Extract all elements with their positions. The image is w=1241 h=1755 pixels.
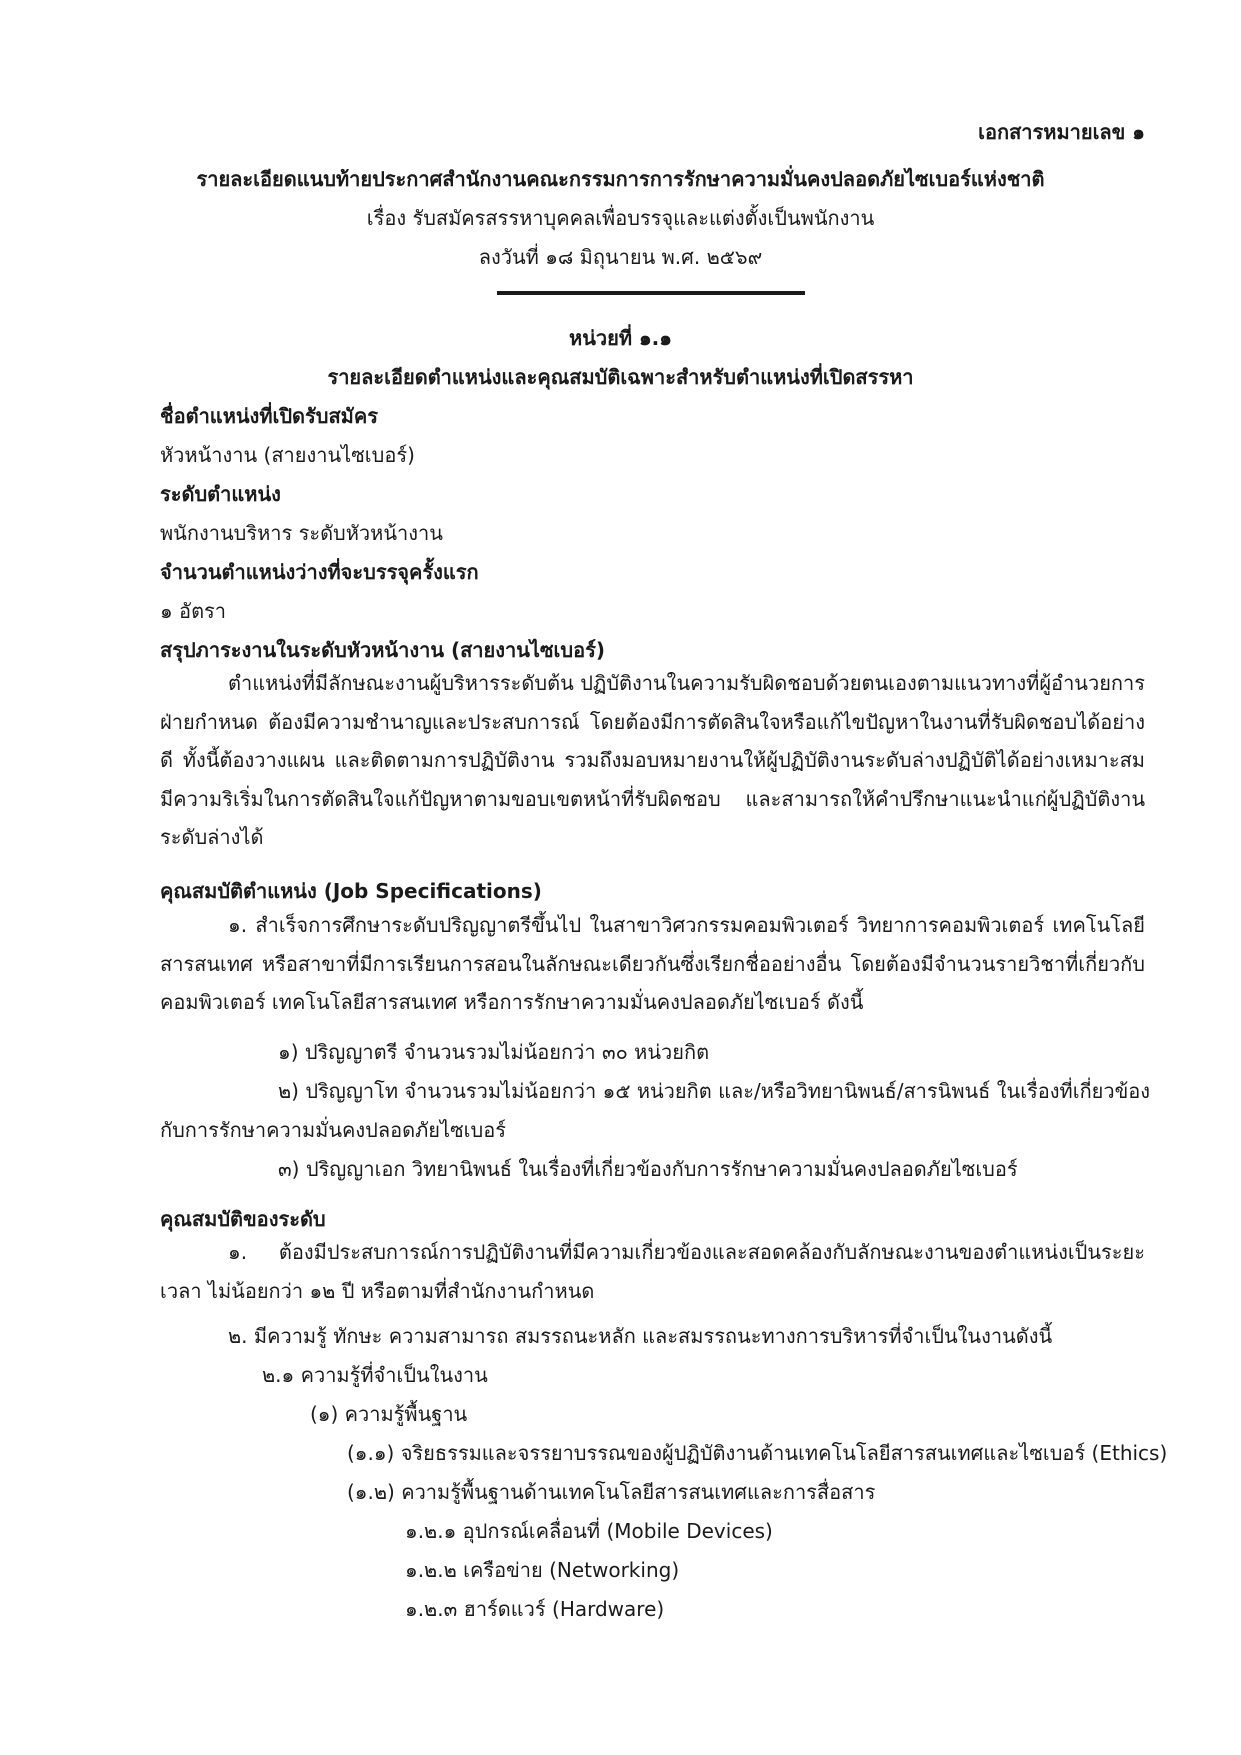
level-spec-item-1-paragraph: [160, 1233, 1145, 1310]
workload-summary-heading: สรุปภาระงานในระดับหัวหน้างาน (สายงานไซเบอร์): [160, 638, 605, 662]
basic-knowledge-1: (๑.๑) จริยธรรมและจรรยาบรรณของผู้ปฏิบัติงานด้านเทคโนโลยีสารสนเทศและไซเบอร์ (Ethics): [347, 1441, 1168, 1465]
workload-summary-text: ตำแหน่งที่มีลักษณะงานผู้บริหารระดับต้น ปฏิบัติงานในความรับผิดชอบด้วยตนเองตามแนวทางที่ผู้อำนวยการฝ่ายกำหนด ต้องมีความชำนาญและประสบการณ์ โดยต้องมีการตัดสินใจหรือแก้ไขปัญหาในงานที่รับผิดชอบได้อย่างดี ทั้งนี้ต้องวางแผน และติดตามการปฏิบัติงาน รวมถึงมอบหมายงานให้ผู้ปฏิบัติงานระดับล่างปฏิบัติได้อย่างเหมาะสม มีความริเริ่มในการตัดสินใจแก้ปัญหาตามขอบเขตหน้าที่รับผิดชอบ และสามารถให้คำปรึกษาแนะนำแก่ผู้ปฏิบัติงานระดับล่างได้: [160, 671, 1145, 849]
level-spec-heading: คุณสมบัติของระดับ: [160, 1207, 326, 1231]
job-spec-sub-3: ๓) ปริญญาเอก วิทยานิพนธ์ ในเรื่องที่เกี่ยวข้องกับการรักษาความมั่นคงปลอดภัยไซเบอร์: [278, 1157, 1018, 1181]
job-spec-sub-2: ๒) ปริญญาโท จำนวนรวมไม่น้อยกว่า ๑๕ หน่วยกิต และ/หรือวิทยานิพนธ์/สารนิพนธ์ ในเรื่องที่เกี่ยวข้อง: [278, 1079, 1151, 1103]
document-subject: เรื่อง รับสมัครสรรหาบุคคลเพื่อบรรจุและแต่งตั้งเป็นพนักงาน: [366, 206, 875, 230]
job-spec-sub-2-cont: กับการรักษาความมั่นคงปลอดภัยไซเบอร์: [160, 1118, 506, 1142]
basic-knowledge-2-2: ๑.๒.๒ เครือข่าย (Networking): [405, 1558, 680, 1582]
vacancy-heading: จำนวนตำแหน่งว่างที่จะบรรจุครั้งแรก: [160, 560, 479, 584]
level-spec-item-2-1: ๒.๑ ความรู้ที่จำเป็นในงาน: [262, 1363, 488, 1387]
basic-knowledge-2-1: ๑.๒.๑ อุปกรณ์เคลื่อนที่ (Mobile Devices): [405, 1519, 773, 1543]
position-name-heading: ชื่อตำแหน่งที่เปิดรับสมัคร: [160, 404, 378, 428]
document-date: ลงวันที่ ๑๘ มิถุนายน พ.ศ. ๒๕๖๙: [478, 245, 763, 269]
basic-knowledge: (๑) ความรู้พื้นฐาน: [310, 1402, 468, 1426]
basic-knowledge-2-3: ๑.๒.๓ ฮาร์ดแวร์ (Hardware): [405, 1597, 665, 1621]
workload-summary-paragraph: [160, 664, 1145, 857]
document-number: เอกสารหมายเลข ๑: [978, 120, 1145, 144]
level-spec-item-1: ๑. ต้องมีประสบการณ์การปฏิบัติงานที่มีความเกี่ยวข้องและสอดคล้องกับลักษณะงานของตำแหน่งเป็นระยะเวลา ไม่น้อยกว่า ๑๒ ปี หรือตามที่สำนักงานกำหนด: [160, 1240, 1145, 1303]
level-spec-item-2: ๒. มีความรู้ ทักษะ ความสามารถ สมรรถนะหลัก และสมรรถนะทางการบริหารที่จำเป็นในงานดังนี้: [228, 1324, 1053, 1348]
job-spec-item-1-paragraph: [160, 906, 1145, 1022]
position-name-value: หัวหน้างาน (สายงานไซเบอร์): [160, 443, 415, 467]
job-spec-sub-1: ๑) ปริญญาตรี จำนวนรวมไม่น้อยกว่า ๓๐ หน่วยกิต: [278, 1040, 710, 1064]
document-title: รายละเอียดแนบท้ายประกาศสำนักงานคณะกรรมการการรักษาความมั่นคงปลอดภัยไซเบอร์แห่งชาติ: [196, 167, 1045, 191]
header-divider: [497, 291, 805, 295]
job-spec-item-1: ๑. สำเร็จการศึกษาระดับปริญญาตรีขึ้นไป ในสาขาวิศวกรรมคอมพิวเตอร์ วิทยาการคอมพิวเตอร์ เทคโนโลยีสารสนเทศ หรือสาขาที่มีการเรียนการสอนในลักษณะเดียวกันซึ่งเรียกชื่ออย่างอื่น โดยต้องมีจำนวนรายวิชาที่เกี่ยวกับคอมพิวเตอร์ เทคโนโลยีสารสนเทศ หรือการรักษาความมั่นคงปลอดภัยไซเบอร์ ดังนี้: [160, 913, 1145, 1014]
position-level-heading: ระดับตำแหน่ง: [160, 482, 281, 506]
unit-subtitle: รายละเอียดตำแหน่งและคุณสมบัติเฉพาะสำหรับตำแหน่งที่เปิดสรรหา: [327, 365, 914, 389]
position-level-value: พนักงานบริหาร ระดับหัวหน้างาน: [160, 521, 443, 545]
job-spec-heading: คุณสมบัติตำแหน่ง (Job Specifications): [160, 879, 542, 903]
basic-knowledge-2: (๑.๒) ความรู้พื้นฐานด้านเทคโนโลยีสารสนเทศและการสื่อสาร: [347, 1480, 876, 1504]
unit-title: หน่วยที่ ๑.๑: [569, 326, 672, 350]
vacancy-value: ๑ อัตรา: [160, 599, 227, 623]
